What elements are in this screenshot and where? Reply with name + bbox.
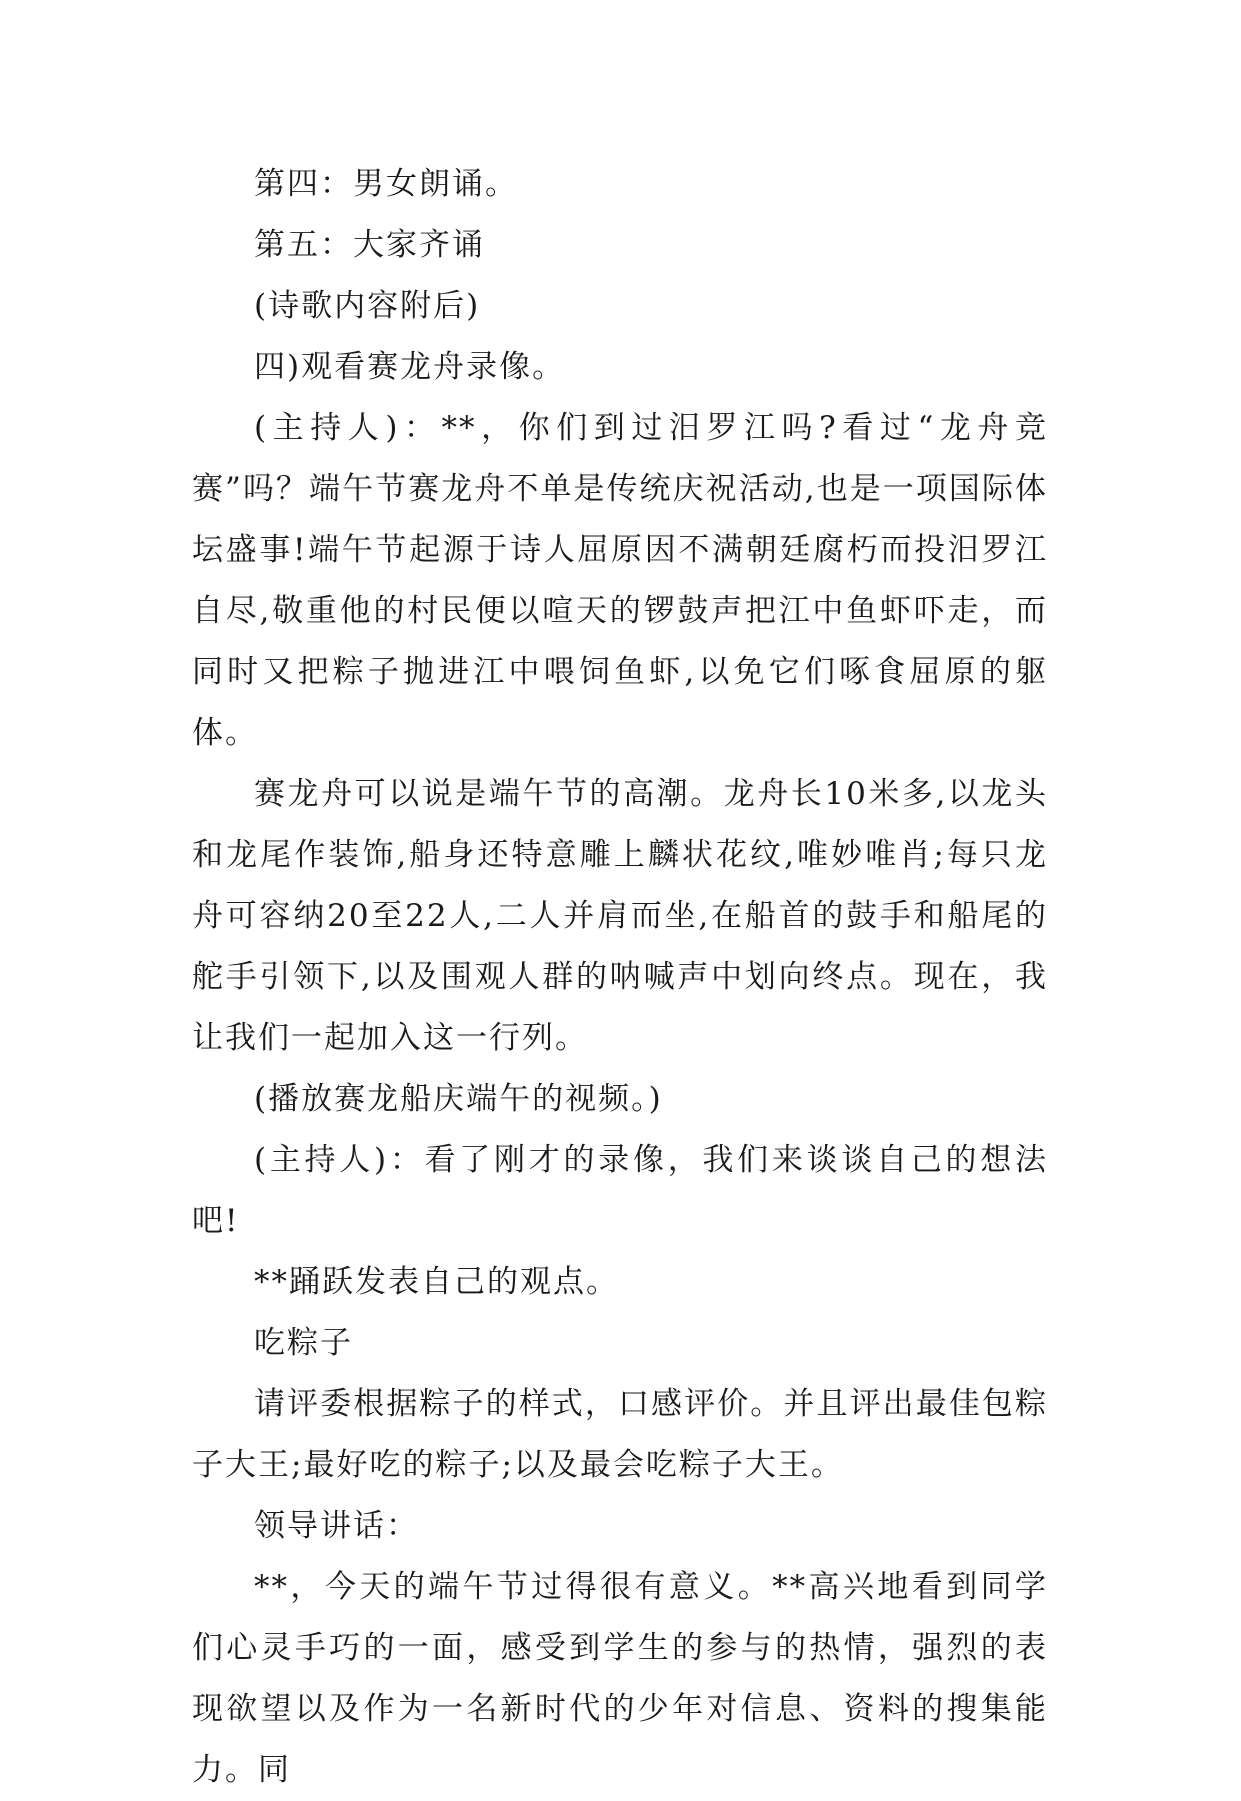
paragraph-judging: 请评委根据粽子的样式，口感评价。并且评出最佳包粽子大王;最好吃的粽子;以及最会吃粽子大王。 [192, 1386, 1048, 1483]
paragraph-students-speak: **踊跃发表自己的观点。 [254, 1264, 619, 1300]
document-body [192, 154, 1048, 1801]
paragraph-item-5-recitation: 第五：大家齐诵 [254, 227, 485, 263]
paragraph-poem-note: (诗歌内容附后) [254, 288, 481, 324]
paragraph-video-note: (播放赛龙船庆端午的视频。) [254, 1081, 663, 1117]
paragraph-item-4-recitation: 第四：男女朗诵。 [254, 166, 518, 202]
paragraph-host-intro: (主持人)：**，你们到过汨罗江吗?看过“龙舟竞赛”吗？端午节赛龙舟不单是传统庆祝活动,也是一项国际体坛盛事!端午节起源于诗人屈原因不满朝廷腐朽而投汨罗江自尽,敬重他的村民便以喧天的锣鼓声把江中鱼虾吓走，而同时又把粽子抛进江中喂饲鱼虾,以免它们啄食屈原的躯体。 [192, 410, 1048, 751]
paragraph-host-discussion: (主持人)：看了刚才的录像，我们来谈谈自己的想法吧! [192, 1142, 1048, 1239]
paragraph-section-heading: 四)观看赛龙舟录像。 [254, 349, 566, 385]
paragraph-eat-zongzi: 吃粽子 [254, 1325, 353, 1361]
paragraph-leader-speech: **，今天的端午节过得很有意义。**高兴地看到同学们心灵手巧的一面，感受到学生的参与的热情，强烈的表现欲望以及作为一名新时代的少年对信息、资料的搜集能力。同 [192, 1569, 1048, 1788]
paragraph-leader-speech-heading: 领导讲话： [254, 1508, 419, 1544]
paragraph-dragon-boat: 赛龙舟可以说是端午节的高潮。龙舟长10米多,以龙头和龙尾作装饰,船身还特意雕上麟状花纹,唯妙唯肖;每只龙舟可容纳20至22人,二人并肩而坐,在船首的鼓手和船尾的舵手引领下,以及围观人群的呐喊声中划向终点。现在，我让我们一起加入这一行列。 [192, 776, 1048, 1056]
